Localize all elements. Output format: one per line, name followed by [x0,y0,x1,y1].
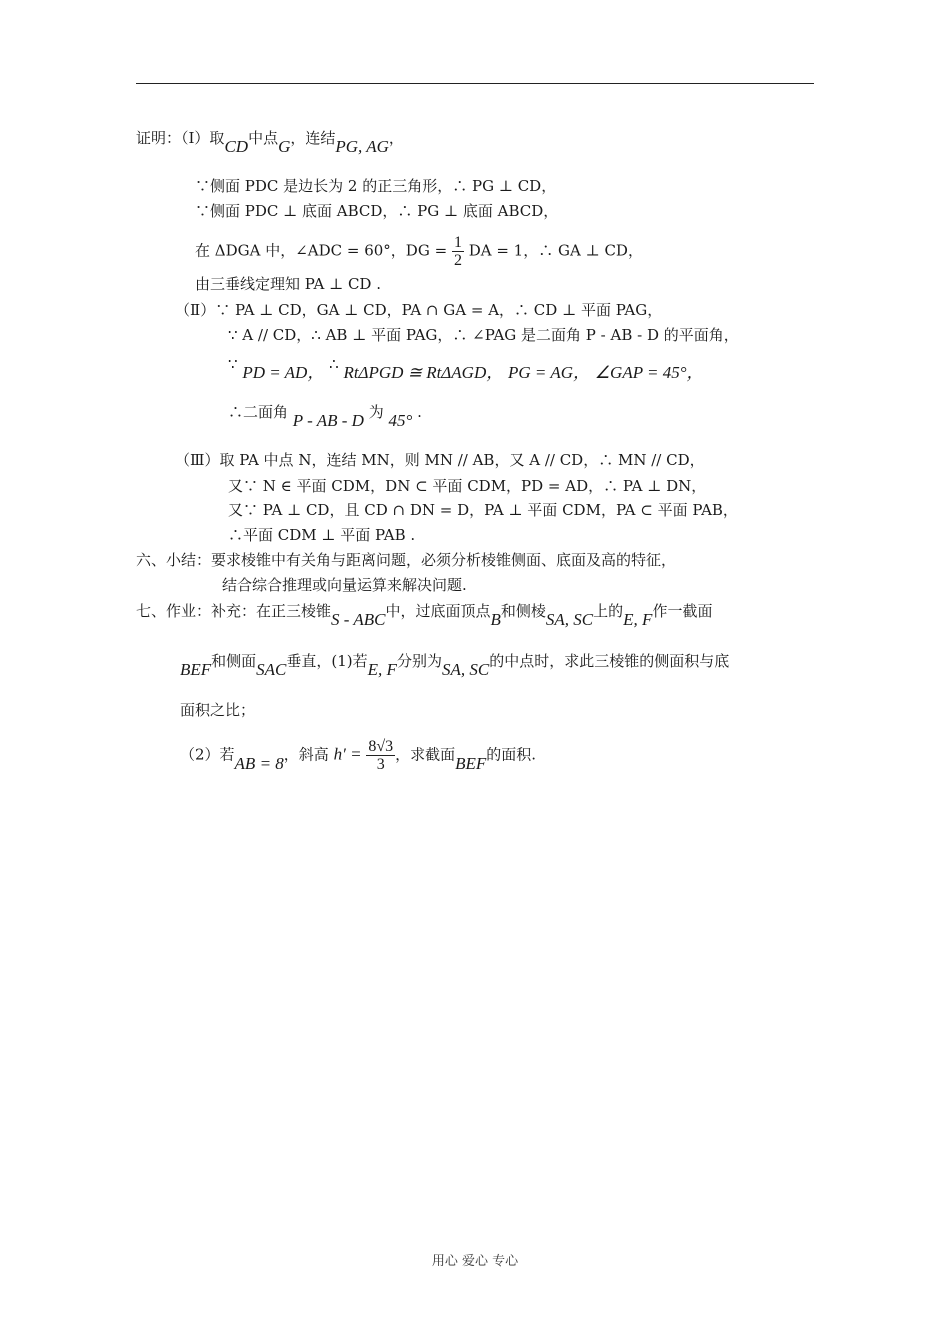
text: 分别为 [396,652,442,670]
proof-line-10: （Ⅲ）取 PA 中点 N，连结 MN，则 MN // AB，又 A // CD，∴ MN // CD， [175,451,705,469]
header-rule [136,83,814,84]
math: SA, SC [441,660,490,679]
text: ∴二面角 [228,403,289,421]
math: BEF [455,753,487,773]
math: S - ABC [331,610,386,629]
math: ∠GAP = 45°， [594,363,704,382]
math: SA, SC [545,610,594,629]
fraction [452,234,464,269]
proof-line-12: 又∵ PA ⊥ CD，且 CD ∩ DN = D，PA ⊥ 平面 CDM，PA ⊂ 平面 PAB， [228,501,738,519]
proof-line-6: （Ⅱ）∵ PA ⊥ CD，GA ⊥ CD，PA ∩ GA = A，∴ CD ⊥ 平面 PAG， [175,301,663,319]
text: 中，过底面顶点 [385,602,491,620]
text: 证明：（Ⅰ）取 [136,129,225,147]
fraction [366,738,395,773]
math: P - AB - D [292,411,364,430]
math: G [278,137,291,156]
text: DA = 1，∴ GA ⊥ CD， [468,241,643,260]
text: 和侧棱 [500,602,546,620]
math: BEF [180,660,212,679]
homework-line-4 [180,738,536,773]
proof-line-11: 又∵ N ∈ 平面 CDM，DN ⊂ 平面 CDM，PD = AD，∴ PA ⊥ DN， [228,477,707,495]
text: ∴ [329,355,339,373]
math: RtΔPGD ≅ RtΔAGD， [343,363,504,382]
text: . [417,403,422,421]
text: 上的 [593,602,624,620]
text: （2）若 [180,745,235,764]
proof-line-2: ∵侧面 PDC 是边长为 2 的正三角形，∴ PG ⊥ CD， [195,177,557,195]
text: 垂直，(1)若 [286,652,368,670]
math: 45° [388,411,413,430]
numerator: 8√3 [368,738,394,755]
proof-line-3: ∵侧面 PDC ⊥ 底面 ABCD，∴ PG ⊥ 底面 ABCD， [195,202,559,220]
proof-line-9 [228,402,422,430]
text: 的面积. [486,745,537,764]
proof-line-13: ∴平面 CDM ⊥ 平面 PAB . [228,526,416,544]
proof-line-4 [195,234,643,269]
homework-line-2 [180,651,730,679]
math: h′ = [333,744,362,764]
denominator: 3 [376,756,385,773]
math: SAC [256,660,287,679]
page-footer: 用心 爱心 专心 [431,1254,519,1269]
text: 中点 [248,129,279,147]
text: ，连结 [290,129,336,147]
text: 作一截面 [652,602,713,620]
proof-line-1 [136,128,404,156]
proof-line-8 [228,354,704,382]
text: ，斜高 [283,745,329,764]
summary-line-2: 结合综合推理或向量运算来解决问题. [222,576,467,594]
math: E, F [623,610,653,629]
text: ∵ [228,355,238,373]
homework-line-3: 面积之比； [180,701,256,719]
text: ， [388,129,404,147]
text: 七、作业：补充：在正三棱锥 [136,602,332,620]
numerator: 1 [453,234,462,251]
homework-line-1 [136,601,713,629]
math: CD [224,137,249,156]
math: E, F [367,660,397,679]
summary-line-1: 六、小结：要求棱锥中有关角与距离问题，必须分析棱锥侧面、底面及高的特征， [136,551,677,569]
proof-line-7: ∵ A // CD，∴ AB ⊥ 平面 PAG，∴ ∠PAG 是二面角 P - AB - D 的平面角， [228,326,739,344]
text: 在 ΔDGA 中，∠ADC = 60°，DG = [195,241,448,260]
math: PG, AG [335,137,389,156]
text: ，求截面 [395,745,456,764]
denominator: 2 [453,252,462,269]
math: PG = AG， [508,363,591,382]
text: 和侧面 [211,652,257,670]
math: PD = AD， [242,363,325,382]
text: 为 [368,403,384,421]
proof-line-5: 由三垂线定理知 PA ⊥ CD . [195,275,381,293]
text: 的中点时，求此三棱锥的侧面积与底 [489,652,730,670]
math: AB = 8 [234,753,284,773]
math: B [490,610,501,629]
